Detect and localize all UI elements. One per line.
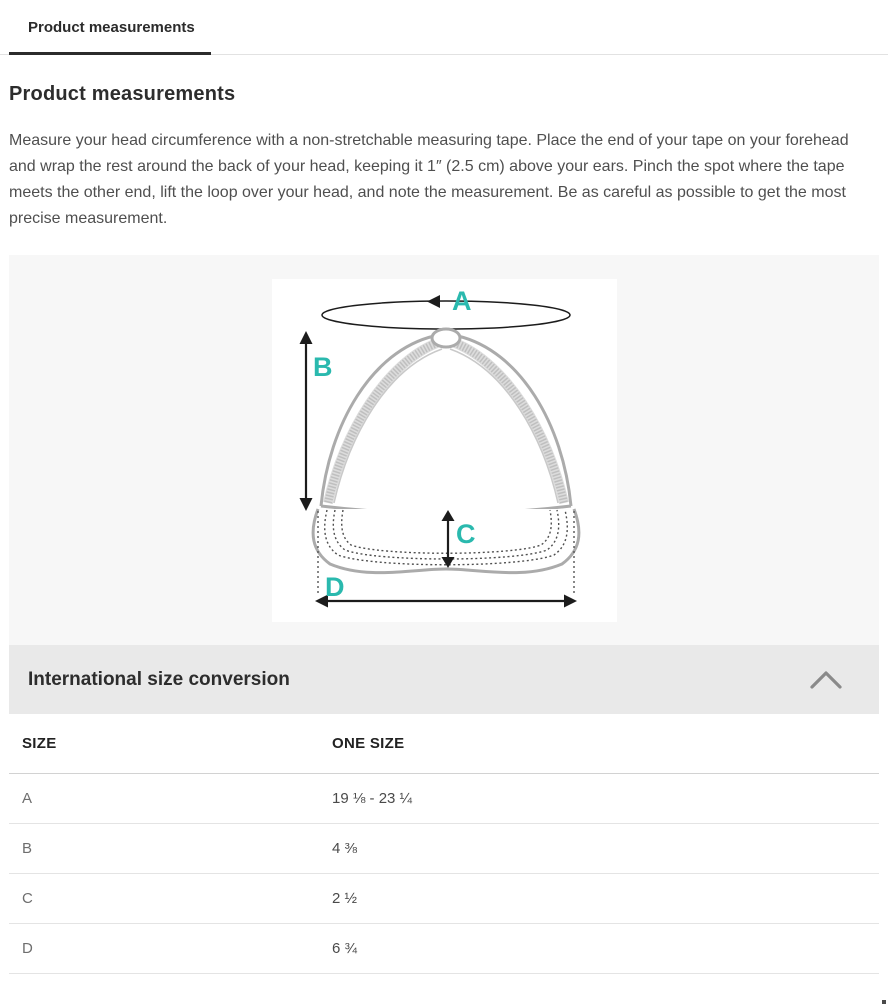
column-header-one-size: ONE SIZE	[332, 714, 879, 773]
row-label-b: B	[9, 823, 332, 873]
arrow-d-right	[564, 594, 577, 607]
section-title: International size conversion	[28, 668, 290, 690]
table-row	[9, 923, 879, 973]
tab-bar	[0, 0, 888, 55]
arrow-b-top	[299, 331, 312, 344]
cap-button	[432, 329, 460, 347]
size-conversion-table	[9, 714, 879, 974]
column-header-size: SIZE	[9, 714, 332, 773]
row-value-b: 4 ⅜	[332, 823, 879, 873]
chevron-up-icon	[809, 670, 843, 690]
diagram-label-d: D	[324, 571, 344, 602]
collapse-section-button[interactable]	[805, 666, 847, 694]
circumference-ellipse	[322, 301, 570, 329]
international-size-conversion-header[interactable]	[9, 645, 879, 714]
table-row	[9, 873, 879, 923]
measuring-instructions: Measure your head circumference with a non-stretchable measuring tape. Place the end of your tape on your forehead and wrap the rest around the back of your head, keeping it 1″ (2.5 cm) above your ears. Pinch the spot where the tape meets the other end, lift the loop over your head, and note the measurement. Be as careful as possible to get the most precise measurement.	[9, 132, 849, 227]
cap-diagram-image	[272, 279, 617, 622]
page-title: Product measurements	[9, 83, 236, 105]
row-value-c: 2 ½	[332, 873, 879, 923]
diagram-panel	[9, 255, 879, 645]
cap-diagram-svg	[272, 279, 617, 622]
arrow-a-head	[427, 295, 440, 308]
arrow-b-bottom	[299, 498, 312, 511]
table-row	[9, 823, 879, 873]
diagram-label-a: A	[451, 285, 471, 316]
tab-product-measurements[interactable]: Product measurements	[9, 19, 211, 55]
row-label-d: D	[9, 923, 332, 973]
row-label-a: A	[9, 773, 332, 823]
row-label-c: C	[9, 873, 332, 923]
diagram-label-b: B	[312, 351, 332, 382]
scrollbar-fragment[interactable]	[882, 1000, 886, 1004]
table-row	[9, 773, 879, 823]
diagram-label-c: C	[455, 518, 475, 549]
row-value-d: 6 ¾	[332, 923, 879, 973]
row-value-a: 19 ⅛ - 23 ¼	[332, 773, 879, 823]
table-header-row	[9, 714, 879, 773]
